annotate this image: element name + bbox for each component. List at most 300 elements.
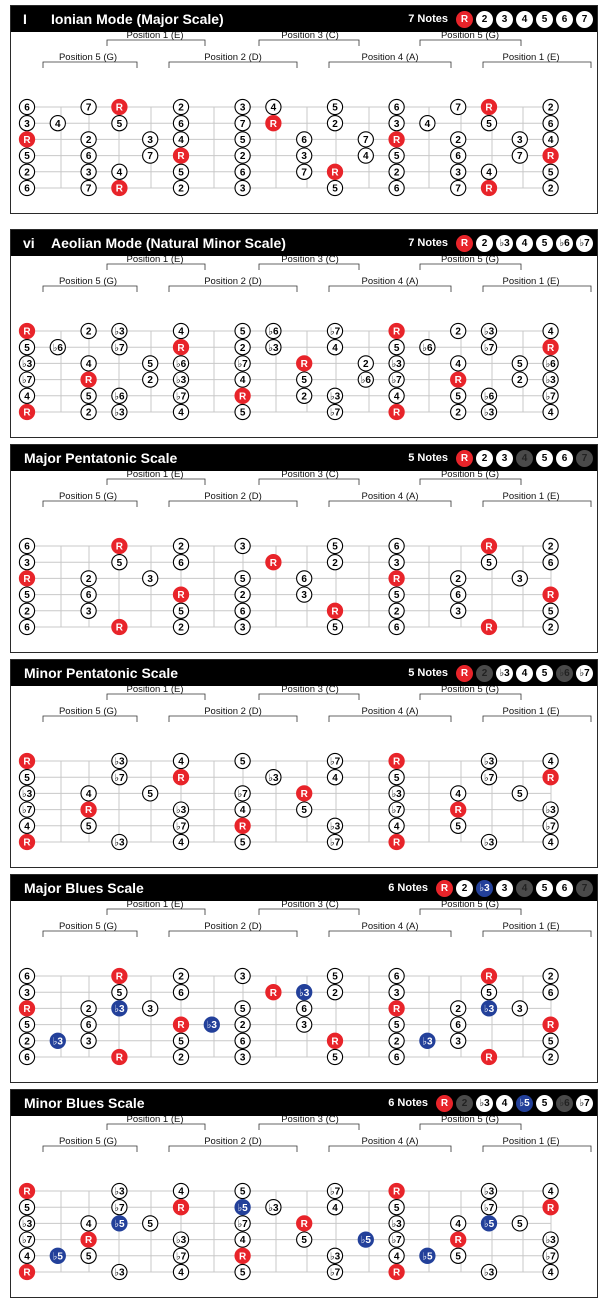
- position-bracket-bottom: [329, 706, 451, 722]
- note-marker-b3: [389, 356, 404, 371]
- note-marker-R: [481, 99, 496, 114]
- position-label: Position 1 (E): [126, 256, 184, 265]
- note-marker-5: [451, 818, 466, 833]
- position-bracket-top: [420, 901, 521, 915]
- note-marker-3: [389, 985, 404, 1000]
- note-marker-6: [173, 985, 188, 1000]
- note-marker-b7: [543, 388, 558, 403]
- position-label: Position 1 (E): [502, 52, 560, 63]
- note-marker-b3: [173, 1232, 188, 1247]
- svg-text:♭5: ♭5: [52, 1251, 63, 1263]
- svg-text:3: 3: [301, 1020, 307, 1032]
- svg-text:♭3: ♭3: [483, 1004, 495, 1015]
- note-marker-b3: [204, 1017, 219, 1032]
- svg-text:R: R: [23, 1186, 31, 1198]
- legend-degree-b6: ♭6: [556, 1095, 573, 1112]
- svg-text:4: 4: [178, 135, 184, 146]
- position-bracket-top: [259, 256, 359, 270]
- scale-header: [11, 230, 597, 256]
- legend-degree-R: R: [456, 665, 473, 682]
- svg-text:6: 6: [24, 622, 30, 634]
- note-marker-2: [451, 1001, 466, 1016]
- scale-title: Minor Pentatonic Scale: [24, 665, 179, 681]
- svg-text:R: R: [546, 1020, 555, 1032]
- note-marker-6: [389, 1049, 404, 1064]
- svg-text:♭6: ♭6: [114, 391, 125, 403]
- position-bracket-top: [420, 256, 521, 270]
- note-marker-2: [451, 571, 466, 586]
- note-marker-R: [81, 372, 96, 387]
- note-marker-b3: [543, 1232, 558, 1247]
- note-legend: [408, 9, 593, 29]
- svg-text:♭3: ♭3: [483, 1186, 495, 1198]
- svg-text:5: 5: [178, 606, 184, 618]
- svg-text:6: 6: [301, 574, 307, 585]
- scale-panel-ionian-mode-major-scale: [10, 5, 598, 214]
- note-marker-5: [327, 968, 342, 983]
- svg-text:3: 3: [239, 541, 246, 553]
- position-bracket-top: [259, 1116, 359, 1130]
- note-marker-6: [173, 116, 188, 131]
- note-marker-4: [173, 753, 188, 768]
- note-marker-2: [389, 603, 404, 618]
- svg-text:2: 2: [239, 151, 246, 163]
- scale-degree-numeral: I: [23, 11, 27, 27]
- note-marker-4: [543, 834, 558, 849]
- note-marker-b3: [327, 388, 342, 403]
- note-marker-b7: [389, 802, 404, 817]
- svg-text:5: 5: [332, 971, 338, 983]
- legend-degree-R: R: [436, 1095, 453, 1112]
- svg-text:♭3: ♭3: [329, 821, 341, 833]
- note-marker-6: [297, 571, 312, 586]
- note-marker-2: [19, 1033, 34, 1048]
- svg-text:5: 5: [116, 118, 123, 130]
- svg-text:R: R: [331, 606, 339, 618]
- position-bracket-top: [420, 686, 521, 700]
- svg-text:♭3: ♭3: [545, 1235, 556, 1247]
- note-marker-b6: [481, 388, 496, 403]
- note-marker-2: [358, 356, 373, 371]
- svg-text:4: 4: [393, 821, 400, 833]
- svg-text:R: R: [392, 1186, 401, 1198]
- legend-degree-b5: ♭5: [516, 1095, 533, 1112]
- svg-text:2: 2: [147, 375, 153, 387]
- note-marker-3: [81, 164, 96, 179]
- legend-degree-5: 5: [536, 880, 553, 897]
- svg-text:4: 4: [239, 375, 246, 387]
- position-label: Position 3 (C): [281, 471, 339, 480]
- svg-text:♭7: ♭7: [114, 772, 125, 784]
- note-marker-b7: [235, 1216, 250, 1231]
- note-marker-2: [143, 372, 158, 387]
- svg-text:R: R: [23, 837, 31, 849]
- svg-text:5: 5: [547, 1036, 554, 1048]
- note-marker-6: [19, 99, 34, 114]
- legend-degree-7: 7: [576, 11, 593, 28]
- note-marker-2: [173, 180, 188, 195]
- svg-text:5: 5: [332, 183, 338, 195]
- note-marker-6: [389, 99, 404, 114]
- position-bracket-bottom: [483, 1136, 591, 1152]
- svg-text:♭3: ♭3: [175, 805, 187, 817]
- note-marker-2: [327, 555, 342, 570]
- svg-text:3: 3: [517, 135, 523, 146]
- legend-degree-6: 6: [556, 450, 573, 467]
- scale-title: Aeolian Mode (Natural Minor Scale): [51, 235, 286, 251]
- note-marker-R: [112, 619, 127, 634]
- note-marker-2: [81, 1001, 96, 1016]
- position-bracket-bottom: [169, 1136, 297, 1152]
- svg-text:6: 6: [85, 590, 92, 602]
- svg-text:♭7: ♭7: [237, 359, 248, 370]
- svg-text:4: 4: [85, 1219, 92, 1230]
- note-marker-5: [327, 1049, 342, 1064]
- note-marker-4: [451, 786, 466, 801]
- position-bracket-top: [420, 32, 521, 46]
- svg-text:♭7: ♭7: [391, 805, 402, 817]
- position-label: Position 2 (D): [204, 1136, 262, 1147]
- position-label: Position 5 (G): [58, 491, 118, 502]
- svg-text:♭7: ♭7: [391, 1235, 402, 1247]
- note-marker-4: [389, 388, 404, 403]
- svg-text:♭3: ♭3: [206, 1020, 217, 1032]
- legend-degree-2: 2: [476, 450, 493, 467]
- note-marker-2: [543, 619, 558, 634]
- note-legend: [408, 233, 593, 253]
- svg-text:R: R: [546, 1202, 555, 1214]
- note-marker-b3: [112, 323, 127, 338]
- svg-text:♭5: ♭5: [360, 1235, 371, 1247]
- svg-text:2: 2: [178, 971, 184, 983]
- note-marker-b6: [50, 340, 65, 355]
- note-marker-b7: [235, 356, 250, 371]
- svg-text:♭3: ♭3: [114, 756, 125, 768]
- legend-degree-2: 2: [476, 11, 493, 28]
- position-bracket-bottom: [169, 276, 297, 292]
- svg-text:5: 5: [301, 805, 307, 817]
- note-marker-5: [19, 1200, 34, 1215]
- legend-degree-5: 5: [536, 450, 553, 467]
- note-marker-3: [235, 99, 250, 114]
- note-marker-b7: [481, 770, 496, 785]
- svg-text:5: 5: [85, 391, 92, 403]
- svg-text:♭6: ♭6: [545, 359, 556, 370]
- position-label: Position 5 (G): [58, 921, 118, 932]
- svg-text:2: 2: [393, 167, 400, 179]
- note-marker-6: [297, 132, 312, 147]
- svg-text:2: 2: [178, 1052, 184, 1064]
- svg-text:♭3: ♭3: [483, 326, 495, 338]
- note-marker-4: [481, 164, 496, 179]
- svg-text:R: R: [23, 574, 31, 585]
- position-label: Position 5 (G): [440, 471, 500, 480]
- position-bracket-bottom: [483, 921, 591, 937]
- fretboard-diagram: [11, 256, 597, 437]
- svg-text:♭7: ♭7: [329, 837, 341, 849]
- note-marker-5: [19, 770, 34, 785]
- svg-text:R: R: [392, 1004, 401, 1015]
- note-marker-7: [358, 132, 373, 147]
- note-marker-2: [327, 985, 342, 1000]
- svg-text:♭3: ♭3: [268, 772, 279, 784]
- note-marker-6: [81, 1017, 96, 1032]
- position-label: Position 2 (D): [204, 276, 262, 287]
- svg-text:5: 5: [24, 590, 30, 602]
- scale-title: Major Blues Scale: [24, 880, 144, 896]
- note-marker-R: [481, 968, 496, 983]
- svg-text:7: 7: [147, 151, 153, 163]
- svg-text:3: 3: [24, 557, 30, 569]
- fretboard-diagram: [11, 1116, 597, 1297]
- svg-text:3: 3: [147, 135, 153, 146]
- legend-degree-R: R: [436, 880, 453, 897]
- note-marker-R: [173, 1200, 188, 1215]
- svg-text:3: 3: [455, 606, 461, 618]
- svg-text:4: 4: [332, 342, 338, 354]
- note-marker-5: [81, 1248, 96, 1263]
- legend-degree-5: 5: [536, 1095, 553, 1112]
- position-bracket-top: [259, 471, 359, 485]
- svg-text:5: 5: [24, 1202, 30, 1214]
- svg-text:♭3: ♭3: [114, 1267, 125, 1279]
- note-marker-2: [81, 132, 96, 147]
- note-marker-2: [173, 538, 188, 553]
- note-marker-b7: [327, 1183, 342, 1198]
- note-marker-2: [451, 132, 466, 147]
- note-marker-R: [389, 132, 404, 147]
- svg-text:♭3: ♭3: [114, 326, 125, 338]
- note-marker-6: [543, 116, 558, 131]
- scale-header: [11, 660, 597, 686]
- svg-text:4: 4: [116, 167, 123, 179]
- svg-text:3: 3: [393, 987, 400, 999]
- legend-degree-R: R: [456, 450, 473, 467]
- scale-title: Ionian Mode (Major Scale): [51, 11, 224, 27]
- svg-text:♭3: ♭3: [483, 756, 495, 768]
- svg-text:2: 2: [547, 183, 554, 195]
- note-marker-5: [112, 985, 127, 1000]
- note-marker-7: [512, 148, 527, 163]
- note-marker-R: [173, 770, 188, 785]
- note-marker-b3: [112, 834, 127, 849]
- svg-text:7: 7: [455, 102, 461, 114]
- note-marker-R: [19, 132, 34, 147]
- svg-text:3: 3: [24, 118, 30, 130]
- note-marker-R: [389, 753, 404, 768]
- note-legend: [408, 448, 593, 468]
- svg-text:5: 5: [486, 987, 492, 999]
- note-marker-5: [327, 619, 342, 634]
- svg-text:4: 4: [178, 837, 184, 849]
- legend-degree-b3: ♭3: [476, 880, 493, 897]
- note-marker-5: [173, 164, 188, 179]
- note-marker-4: [543, 753, 558, 768]
- note-marker-b7: [327, 834, 342, 849]
- note-marker-b3: [389, 1216, 404, 1231]
- note-marker-4: [543, 404, 558, 419]
- note-marker-R: [389, 1264, 404, 1279]
- note-marker-6: [81, 148, 96, 163]
- note-marker-R: [112, 968, 127, 983]
- svg-text:4: 4: [547, 756, 554, 768]
- svg-text:5: 5: [239, 326, 246, 338]
- note-marker-R: [19, 571, 34, 586]
- svg-text:R: R: [392, 574, 401, 585]
- svg-text:R: R: [269, 987, 278, 999]
- svg-text:3: 3: [517, 574, 523, 585]
- note-marker-b3: [266, 340, 281, 355]
- note-marker-R: [112, 1049, 127, 1064]
- note-marker-2: [389, 1033, 404, 1048]
- svg-text:5: 5: [239, 135, 246, 146]
- svg-text:3: 3: [393, 118, 400, 130]
- position-bracket-top: [107, 1116, 205, 1130]
- position-bracket-bottom: [329, 52, 451, 68]
- note-marker-2: [543, 968, 558, 983]
- position-bracket-top: [107, 901, 205, 915]
- svg-text:♭3: ♭3: [483, 837, 495, 849]
- position-label: Position 3 (C): [281, 1116, 339, 1125]
- svg-text:2: 2: [547, 541, 554, 553]
- note-marker-b7: [327, 753, 342, 768]
- note-marker-4: [173, 1264, 188, 1279]
- svg-text:5: 5: [332, 1052, 338, 1064]
- note-marker-R: [481, 619, 496, 634]
- svg-text:♭7: ♭7: [329, 1186, 341, 1198]
- note-marker-b7: [327, 404, 342, 419]
- note-marker-b6: [543, 356, 558, 371]
- note-marker-R: [481, 538, 496, 553]
- note-marker-R: [327, 164, 342, 179]
- note-marker-2: [81, 323, 96, 338]
- position-label: Position 1 (E): [126, 901, 184, 910]
- svg-text:4: 4: [55, 118, 61, 130]
- position-bracket-bottom: [43, 52, 137, 68]
- svg-text:2: 2: [547, 971, 554, 983]
- scale-panel-aeolian-mode-natural-minor-scale: [10, 229, 598, 438]
- note-marker-3: [297, 148, 312, 163]
- note-marker-3: [143, 571, 158, 586]
- svg-text:♭3: ♭3: [329, 1251, 341, 1263]
- position-bracket-bottom: [169, 491, 297, 507]
- svg-text:R: R: [485, 1052, 493, 1064]
- note-marker-4: [235, 802, 250, 817]
- position-bracket-bottom: [169, 52, 297, 68]
- svg-text:2: 2: [455, 135, 461, 146]
- svg-text:4: 4: [547, 407, 554, 419]
- note-marker-R: [481, 180, 496, 195]
- scale-title: Major Pentatonic Scale: [24, 450, 178, 466]
- note-marker-b3: [327, 1248, 342, 1263]
- note-marker-3: [143, 1001, 158, 1016]
- note-marker-b3: [173, 372, 188, 387]
- svg-text:♭3: ♭3: [175, 375, 187, 387]
- position-bracket-top: [420, 1116, 521, 1130]
- svg-text:♭7: ♭7: [329, 326, 341, 338]
- svg-text:R: R: [485, 971, 493, 983]
- svg-text:5: 5: [239, 1267, 246, 1279]
- note-marker-2: [19, 603, 34, 618]
- svg-text:4: 4: [486, 167, 492, 179]
- note-marker-b6: [173, 356, 188, 371]
- svg-text:5: 5: [85, 821, 92, 833]
- note-marker-3: [235, 180, 250, 195]
- note-marker-5: [19, 1017, 34, 1032]
- svg-text:5: 5: [517, 1219, 523, 1230]
- note-marker-5: [112, 555, 127, 570]
- position-label: Position 1 (E): [126, 686, 184, 695]
- note-marker-4: [451, 1216, 466, 1231]
- note-marker-3: [297, 1017, 312, 1032]
- note-marker-6: [389, 538, 404, 553]
- note-marker-R: [327, 1033, 342, 1048]
- svg-text:4: 4: [178, 756, 184, 768]
- legend-degree-b7: ♭7: [576, 1095, 593, 1112]
- svg-text:5: 5: [486, 118, 492, 130]
- note-marker-5: [481, 985, 496, 1000]
- scale-title: Minor Blues Scale: [24, 1095, 145, 1111]
- svg-text:6: 6: [455, 1020, 461, 1032]
- note-marker-6: [81, 587, 96, 602]
- note-marker-b7: [173, 818, 188, 833]
- svg-text:♭3: ♭3: [391, 789, 402, 800]
- note-marker-2: [81, 404, 96, 419]
- note-marker-6: [543, 555, 558, 570]
- svg-text:3: 3: [85, 606, 92, 618]
- position-label: Position 4 (A): [361, 706, 419, 717]
- note-marker-R: [19, 1001, 34, 1016]
- position-label: Position 4 (A): [361, 1136, 419, 1147]
- note-marker-b3: [543, 372, 558, 387]
- svg-text:R: R: [269, 557, 278, 569]
- position-bracket-bottom: [43, 921, 137, 937]
- position-label: Position 1 (E): [502, 276, 560, 287]
- note-marker-3: [235, 968, 250, 983]
- note-marker-4: [327, 1200, 342, 1215]
- note-marker-4: [19, 818, 34, 833]
- svg-text:3: 3: [239, 102, 246, 114]
- svg-text:7: 7: [85, 183, 92, 195]
- note-marker-R: [543, 340, 558, 355]
- svg-text:6: 6: [239, 167, 246, 179]
- svg-text:2: 2: [547, 1052, 554, 1064]
- svg-text:2: 2: [85, 574, 92, 585]
- legend-degree-b6: ♭6: [556, 665, 573, 682]
- svg-text:6: 6: [239, 1036, 246, 1048]
- svg-text:♭7: ♭7: [483, 342, 495, 354]
- svg-text:R: R: [454, 1235, 462, 1247]
- note-marker-2: [543, 1049, 558, 1064]
- svg-text:♭3: ♭3: [175, 1235, 187, 1247]
- svg-text:♭5: ♭5: [422, 1251, 433, 1263]
- svg-text:♭3: ♭3: [268, 342, 279, 354]
- svg-text:2: 2: [178, 622, 184, 634]
- svg-text:6: 6: [178, 987, 184, 999]
- svg-text:R: R: [392, 1267, 401, 1279]
- svg-text:6: 6: [393, 971, 400, 983]
- svg-text:2: 2: [24, 606, 30, 618]
- position-label: Position 4 (A): [361, 921, 419, 932]
- note-marker-4: [235, 372, 250, 387]
- position-bracket-top: [107, 256, 205, 270]
- note-marker-2: [173, 99, 188, 114]
- position-bracket-bottom: [329, 276, 451, 292]
- note-marker-2: [451, 323, 466, 338]
- svg-text:6: 6: [301, 1004, 307, 1015]
- svg-text:4: 4: [547, 1186, 554, 1198]
- fretboard-diagram: [11, 471, 597, 652]
